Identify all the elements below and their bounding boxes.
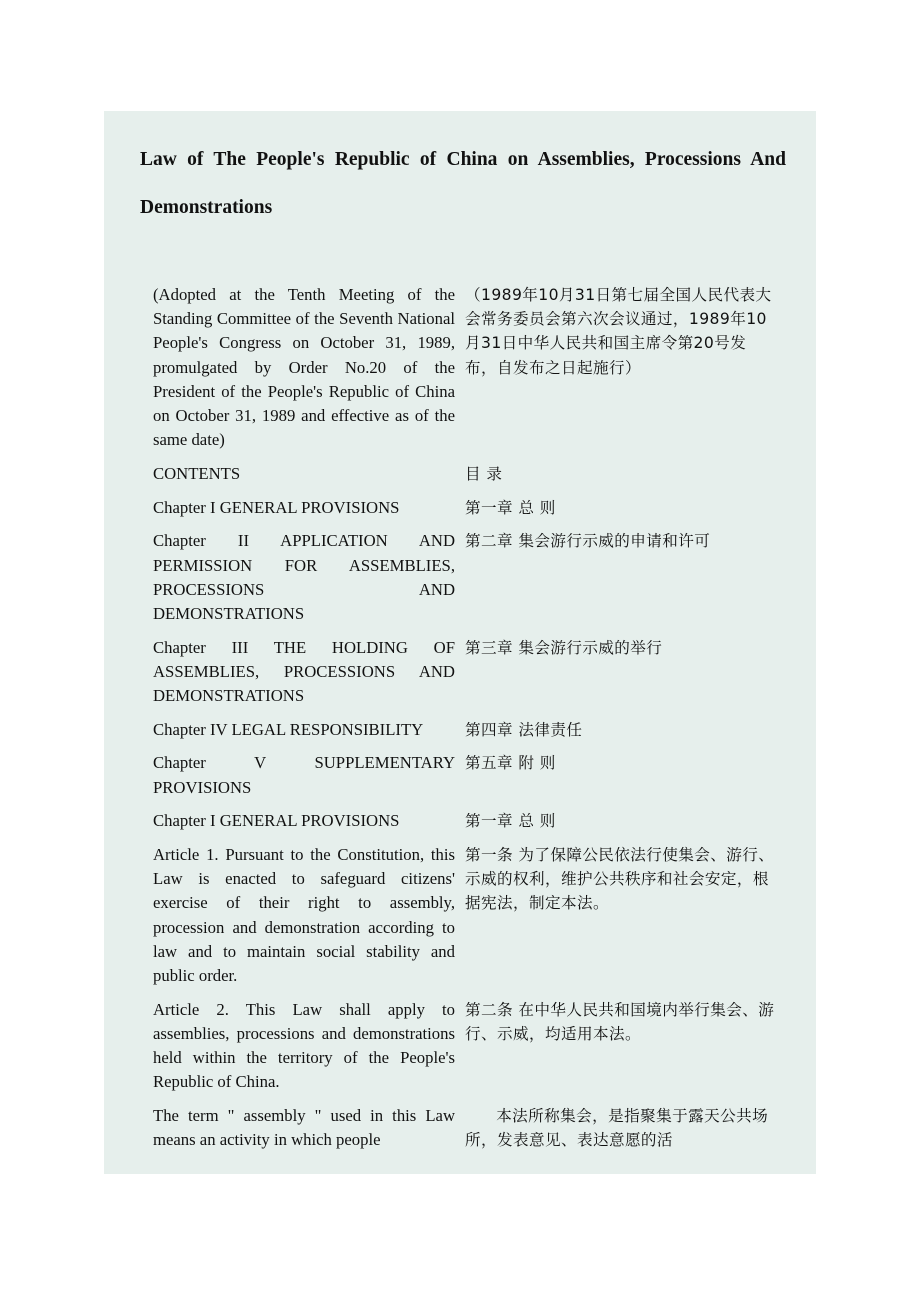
row-toc-chapter-5 (153, 751, 783, 799)
row-toc-chapter-1 (153, 496, 783, 520)
row-toc-chapter-3 (153, 636, 783, 709)
row-adoption-note (153, 283, 783, 452)
zh-contents: 目 录 (465, 464, 503, 483)
row-toc-chapter-2 (153, 529, 783, 626)
row-toc-chapter-4 (153, 718, 783, 742)
row-assembly-definition (153, 1104, 783, 1152)
en-toc-chapter-3: Chapter III THE HOLDING OF ASSEMBLIES, PROCESSIONS AND DEMONSTRATIONS (153, 637, 455, 706)
zh-toc-chapter-4: 第四章 法律责任 (465, 720, 583, 739)
row-article-1 (153, 843, 783, 988)
row-chapter-1-heading (153, 809, 783, 833)
en-chapter-1-heading: Chapter I GENERAL PROVISIONS (153, 811, 400, 831)
en-toc-chapter-1: Chapter I GENERAL PROVISIONS (153, 497, 400, 517)
zh-toc-chapter-1: 第一章 总 则 (465, 498, 556, 517)
en-article-2: Article 2. This Law shall apply to assemblies, processions and demonstrations held within the territory of the People's Republic of China. (153, 999, 455, 1092)
en-toc-chapter-5: Chapter V SUPPLEMENTARY PROVISIONS (153, 753, 455, 797)
en-contents: CONTENTS (153, 463, 241, 483)
en-assembly-definition: The term " assembly " used in this Law means an activity in which people (153, 1106, 455, 1150)
zh-toc-chapter-2: 第二章 集会游行示威的申请和许可 (465, 532, 711, 551)
zh-toc-chapter-5: 第五章 附 则 (465, 754, 556, 773)
zh-toc-chapter-3: 第三章 集会游行示威的举行 (465, 638, 663, 657)
document-title: Law of The People's Republic of China on Assemblies, Processions And Demonstrations (140, 149, 786, 218)
en-article-1: Article 1. Pursuant to the Constitution, this Law is enacted to safeguard citizens' exercise of their right to assembly, procession and demonstration according to law and to maintain social stability and public order. (153, 845, 455, 986)
row-contents (153, 462, 783, 486)
bilingual-table (153, 283, 783, 1162)
en-adoption-note: (Adopted at the Tenth Meeting of the Standing Committee of the Seventh National People's Congress on October 31, 1989, promulgated by Order No.20 of the President of the People's Republic of China on October 31, 1989 and effective as of the same date) (153, 285, 455, 450)
zh-assembly-definition: 本法所称集会，是指聚集于露天公共场所，发表意见、表达意愿的活 (465, 1107, 769, 1150)
zh-article-2: 第二条 在中华人民共和国境内举行集会、游行、示威，均适用本法。 (465, 1000, 775, 1043)
document-panel (104, 111, 816, 1174)
en-toc-chapter-2: Chapter II APPLICATION AND PERMISSION FOR ASSEMBLIES, PROCESSIONS AND DEMONSTRATIONS (153, 531, 455, 623)
zh-chapter-1-heading: 第一章 总 则 (465, 812, 556, 831)
zh-adoption-note: （1989年10月31日第七届全国人民代表大会常务委员会第六次会议通过，1989年10月31日中华人民共和国主席令第20号发布，自发布之日起施行） (465, 286, 772, 377)
zh-article-1: 第一条 为了保障公民依法行使集会、游行、示威的权利，维护公共秩序和社会安定，根据宪法，制定本法。 (465, 846, 775, 913)
en-toc-chapter-4: Chapter IV LEGAL RESPONSIBILITY (153, 719, 424, 739)
row-article-2 (153, 998, 783, 1095)
